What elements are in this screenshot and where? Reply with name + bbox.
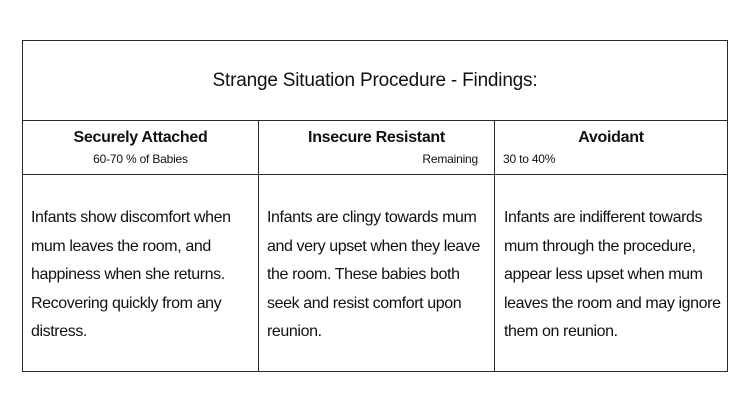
cell-description: Infants are indifferent towards mum through the procedure, appear less upset when mum leaves the room and may ignore them on reunion. [504,209,721,340]
body-row [23,175,727,371]
column-subtext: Remaining [422,152,478,166]
cell-description: Infants show discomfort when mum leaves the room, and happiness when she returns. Recovering quickly from any distress. [31,209,231,340]
header-cell-insecure-resistant [258,121,494,174]
header-cell-avoidant [494,121,727,174]
column-heading: Insecure Resistant [308,129,445,146]
table-title: Strange Situation Procedure - Findings: [23,41,727,121]
column-subtext: 30 to 40% [503,152,556,166]
body-cell-avoidant [494,175,727,371]
cell-description: Infants are clingy towards mum and very upset when they leave the room. These babies both seek and resist comfort upon reunion. [267,209,481,340]
column-heading: Avoidant [578,129,644,146]
column-subtext: 60-70 % of Babies [93,152,188,166]
body-cell-insecure-resistant [258,175,494,371]
body-cell-securely-attached [23,175,258,371]
column-heading: Securely Attached [73,129,208,146]
header-cell-securely-attached [23,121,258,174]
findings-table [22,40,728,372]
header-row [23,121,727,175]
